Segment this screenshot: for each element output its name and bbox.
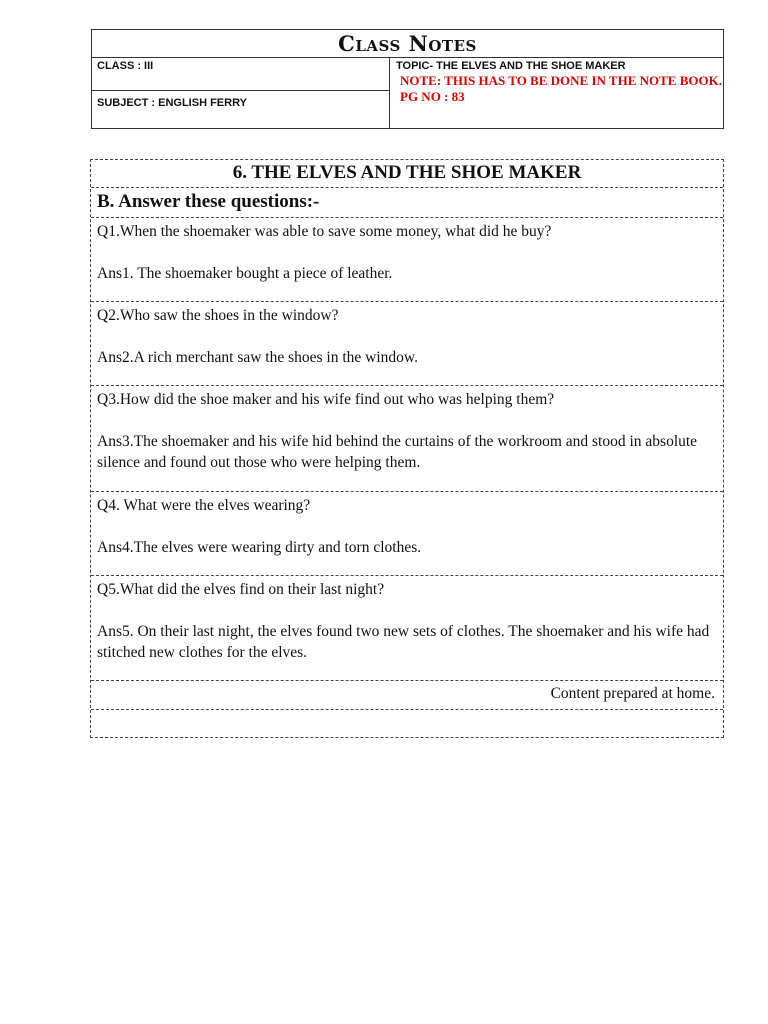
answer-4: Ans4.The elves were wearing dirty and torn clothes. (97, 539, 422, 556)
answer-5: Ans5. On their last night, the elves found two new sets of clothes. The shoemaker and his wife had stitched new clothes for the elves. (97, 623, 710, 661)
header-right-column (390, 58, 723, 128)
topic-label: TOPIC- THE ELVES AND THE SHOE MAKER (396, 60, 626, 72)
class-label: CLASS : III (92, 58, 389, 91)
question-1: Q1.When the shoemaker was able to save some money, what did he buy? (97, 223, 552, 240)
subject-label: SUBJECT : ENGLISH FERRY (97, 97, 247, 109)
answer-2: Ans2.A rich merchant saw the shoes in the window. (97, 349, 418, 366)
qa-item-5 (91, 576, 723, 681)
question-3: Q3.How did the shoe maker and his wife find out who was helping them? (97, 391, 555, 408)
header-left-column (92, 58, 390, 128)
empty-row (91, 710, 723, 737)
question-2: Q2.Who saw the shoes in the window? (97, 307, 339, 324)
chapter-title: 6. THE ELVES AND THE SHOE MAKER (91, 160, 723, 188)
answers-table (90, 159, 724, 738)
qa-item-2 (91, 302, 723, 386)
class-notes-header (91, 29, 724, 129)
page-title: Class Notes (92, 30, 723, 58)
answer-3: Ans3.The shoemaker and his wife hid behind the curtains of the workroom and stood in absolute silence and found out those who were helping them. (97, 433, 698, 471)
question-4: Q4. What were the elves wearing? (97, 497, 311, 514)
notebook-note: NOTE: THIS HAS TO BE DONE IN THE NOTE BOOK. (400, 73, 722, 88)
answer-1: Ans1. The shoemaker bought a piece of leather. (97, 265, 393, 282)
content-note: Content prepared at home. (91, 681, 723, 710)
qa-item-1 (91, 218, 723, 302)
question-5: Q5.What did the elves find on their last night? (97, 581, 385, 598)
qa-item-3 (91, 386, 723, 492)
section-title: B. Answer these questions:- (91, 188, 723, 218)
header-body (92, 58, 723, 128)
qa-item-4 (91, 492, 723, 576)
page-number: PG NO : 83 (400, 89, 465, 104)
